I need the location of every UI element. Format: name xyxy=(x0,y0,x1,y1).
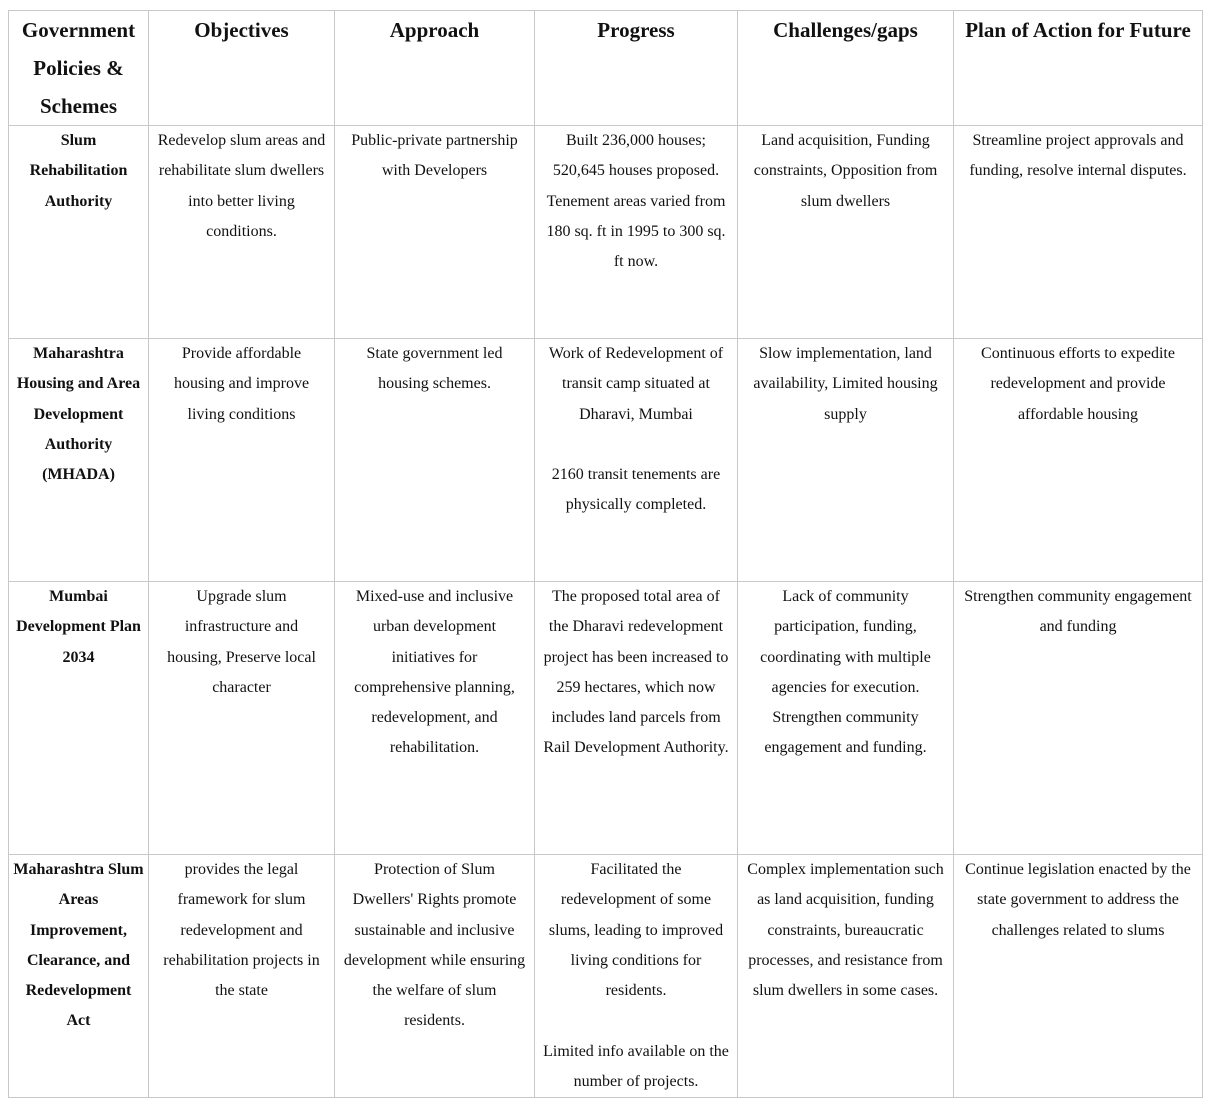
cell-progress: Built 236,000 houses; 520,645 houses proposed. Tenement areas varied from 180 sq. ft in 1995 to 300 sq. ft now. xyxy=(535,126,738,339)
cell-approach: Public-private partnership with Developers xyxy=(335,126,535,339)
table-header-row xyxy=(9,11,1203,126)
cell-plan: Continuous efforts to expedite redevelopment and provide affordable housing xyxy=(954,339,1203,582)
cell-approach: Mixed-use and inclusive urban development initiatives for comprehensive planning, redevelopment, and rehabilitation. xyxy=(335,582,535,855)
cell-approach: State government led housing schemes. xyxy=(335,339,535,582)
cell-objectives: Upgrade slum infrastructure and housing, Preserve local character xyxy=(149,582,335,855)
cell-progress: The proposed total area of the Dharavi redevelopment project has been increased to 259 hectares, which now includes land parcels from Rail Development Authority. xyxy=(535,582,738,855)
cell-policy: Maharashtra Housing and Area Development Authority (MHADA) xyxy=(9,339,149,582)
cell-plan: Continue legislation enacted by the state government to address the challenges related to slums xyxy=(954,855,1203,1098)
cell-approach: Protection of Slum Dwellers' Rights promote sustainable and inclusive development while ensuring the welfare of slum residents. xyxy=(335,855,535,1098)
header-government-policies: Government Policies & Schemes xyxy=(9,11,149,126)
table-row xyxy=(9,582,1203,855)
policies-table xyxy=(8,10,1203,1098)
cell-challenges: Lack of community participation, funding, coordinating with multiple agencies for execution. Strengthen community engagement and funding. xyxy=(738,582,954,855)
document-page xyxy=(8,10,1202,1098)
cell-progress: Facilitated the redevelopment of some slums, leading to improved living conditions for residents. Limited info available on the number of projects. xyxy=(535,855,738,1098)
header-plan-of-action: Plan of Action for Future xyxy=(954,11,1203,126)
table-row xyxy=(9,339,1203,582)
cell-objectives: Provide affordable housing and improve living conditions xyxy=(149,339,335,582)
header-progress: Progress xyxy=(535,11,738,126)
cell-plan: Strengthen community engagement and funding xyxy=(954,582,1203,855)
cell-policy: Slum Rehabilitation Authority xyxy=(9,126,149,339)
cell-progress: Work of Redevelopment of transit camp situated at Dharavi, Mumbai 2160 transit tenements are physically completed. xyxy=(535,339,738,582)
table-row xyxy=(9,855,1203,1098)
header-approach: Approach xyxy=(335,11,535,126)
cell-policy: Mumbai Development Plan 2034 xyxy=(9,582,149,855)
cell-challenges: Land acquisition, Funding constraints, Opposition from slum dwellers xyxy=(738,126,954,339)
cell-challenges: Complex implementation such as land acquisition, funding constraints, bureaucratic processes, and resistance from slum dwellers in some cases. xyxy=(738,855,954,1098)
cell-objectives: Redevelop slum areas and rehabilitate slum dwellers into better living conditions. xyxy=(149,126,335,339)
cell-challenges: Slow implementation, land availability, Limited housing supply xyxy=(738,339,954,582)
cell-objectives: provides the legal framework for slum redevelopment and rehabilitation projects in the state xyxy=(149,855,335,1098)
cell-plan: Streamline project approvals and funding, resolve internal disputes. xyxy=(954,126,1203,339)
cell-policy: Maharashtra Slum Areas Improvement, Clearance, and Redevelopment Act xyxy=(9,855,149,1098)
header-challenges: Challenges/gaps xyxy=(738,11,954,126)
header-objectives: Objectives xyxy=(149,11,335,126)
table-row xyxy=(9,126,1203,339)
